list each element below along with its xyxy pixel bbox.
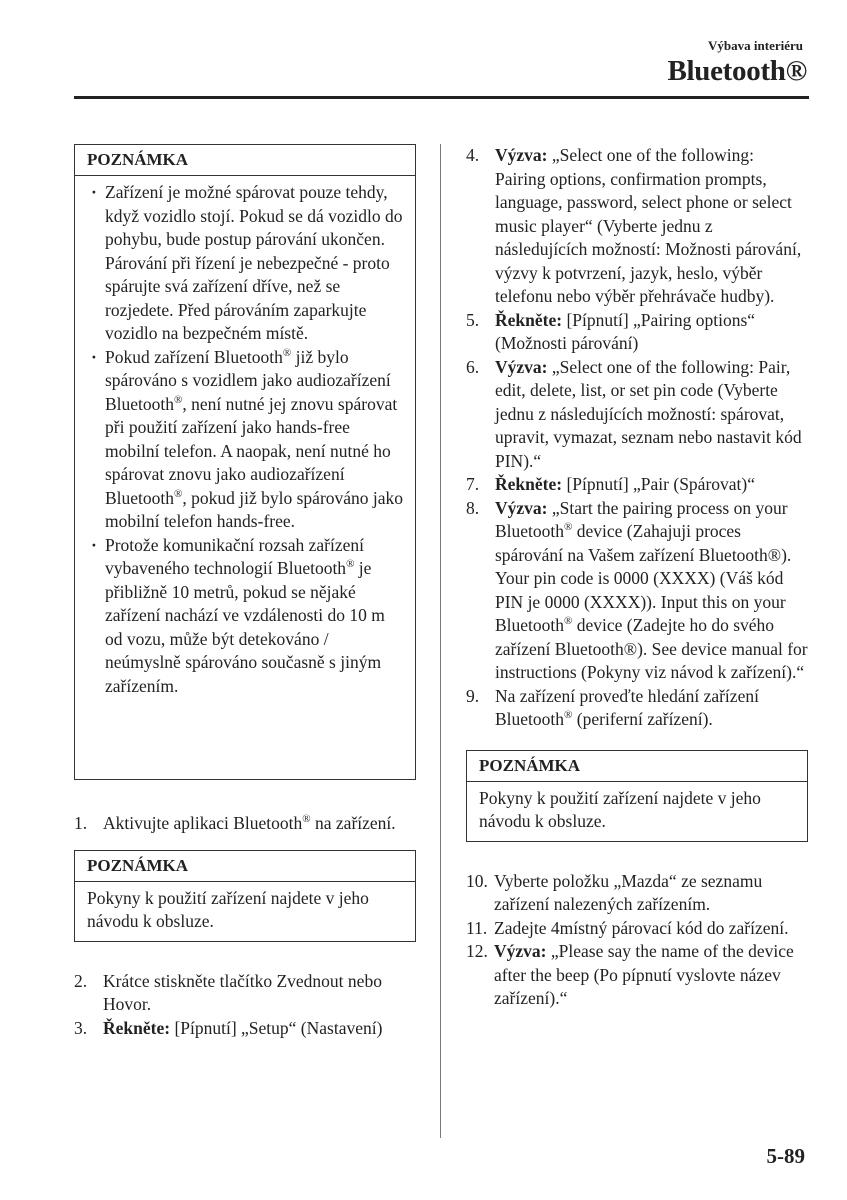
step-number: 10. xyxy=(466,870,488,891)
step-item xyxy=(466,356,808,474)
steps-list xyxy=(466,144,808,732)
note-body: Pokyny k použití zařízení najdete v jeho návodu k obsluze. xyxy=(87,887,369,931)
step-item xyxy=(466,497,808,685)
step-text: [Pípnutí] „Pair (Spárovat)“ xyxy=(562,474,755,494)
column-divider xyxy=(440,144,441,1138)
steps-list xyxy=(74,970,416,1041)
step-number: 11. xyxy=(466,917,488,938)
note-box-manual xyxy=(466,750,808,842)
step-keyword: Řekněte: xyxy=(495,474,563,494)
note-body xyxy=(75,176,415,705)
registered-mark: ® xyxy=(564,615,573,628)
note-body: Pokyny k použití zařízení najdete v jeho návodu k obsluze. xyxy=(479,787,761,831)
step-number: 1. xyxy=(74,813,88,833)
step-text: „Select one of the following: Pairing options, confirmation prompts, language, password, select phone or select music player“ (Vyberte jednu z následujících možností: Možnosti párování, výzvy k potvrzení, jazyk, heslo, výběr telefonu nebo výběr přehrávače hudby). xyxy=(495,145,802,306)
step-item xyxy=(466,870,808,917)
step-text: (periferní zařízení). xyxy=(572,709,713,729)
step-text: Krátce stiskněte tlačítko Zvednout nebo Hovor. xyxy=(103,970,382,1014)
bullet-text: , pokud již bylo spárováno jako mobilní telefon hands-free. xyxy=(105,487,404,531)
note-bullet xyxy=(87,346,405,534)
step-keyword: Výzva: xyxy=(495,497,548,518)
steps-list xyxy=(466,870,808,1011)
bullet-text: Protože komunikační rozsah zařízení vybaveného technologií Bluetooth xyxy=(105,534,364,578)
step-keyword: Výzva: xyxy=(495,356,548,377)
step-text: device (Zahajuji proces spárování na Vašem zařízení Bluetooth®). Your pin code is 0000 (XXXX) (Váš kód PIN je 0000 (XXXX)). Input this on your Bluetooth xyxy=(495,521,792,635)
step-text: „Start the pairing process on your Bluetooth xyxy=(495,497,788,541)
step-text: [Pípnutí] „Setup“ (Nastavení) xyxy=(170,1017,383,1038)
step-number: 5. xyxy=(466,309,480,330)
step-keyword: Výzva: xyxy=(495,145,548,165)
registered-mark: ® xyxy=(564,709,573,722)
step-item xyxy=(466,473,808,497)
bullet-text: je přibližně 10 metrů, pokud se nějaké zařízení nachází ve vzdálenosti do 10 m od vozu, může být detekováno / neúmyslně spárováno současně s jiným zařízením. xyxy=(105,558,385,696)
step-text: na zařízení. xyxy=(310,813,396,833)
registered-mark: ® xyxy=(302,813,311,826)
note-bullet-list xyxy=(87,181,405,698)
step-item xyxy=(74,1017,416,1041)
step-number: 7. xyxy=(466,474,480,494)
bullet-text: Pokud zařízení Bluetooth xyxy=(105,346,283,367)
step-number: 9. xyxy=(466,685,480,706)
note-bullet xyxy=(87,181,405,346)
step-text: „Please say the name of the device after the beep (Po pípnutí vyslovte název zařízení).“ xyxy=(494,941,794,1008)
step-text: Zadejte 4místný párovací kód do zařízení. xyxy=(494,917,789,938)
registered-mark: ® xyxy=(564,521,573,534)
left-column xyxy=(74,144,416,1040)
step-number: 12. xyxy=(466,941,488,961)
step-number: 4. xyxy=(466,145,480,165)
step-item xyxy=(74,812,416,836)
note-heading: POZNÁMKA xyxy=(75,851,415,882)
note-heading: POZNÁMKA xyxy=(75,145,415,176)
note-box-manual xyxy=(74,850,416,942)
note-heading: POZNÁMKA xyxy=(467,751,807,782)
step-number: 2. xyxy=(74,970,88,991)
step-item xyxy=(466,940,808,1011)
step-item xyxy=(466,685,808,732)
step-text: Na zařízení proveďte hledání zařízení Bluetooth xyxy=(495,685,759,729)
bullet-text: již bylo spárováno s vozidlem jako audiozařízení Bluetooth xyxy=(105,346,391,414)
registered-mark: ® xyxy=(346,558,355,571)
step-text: [Pípnutí] „Pairing options“ (Možnosti párování) xyxy=(495,309,756,353)
step-keyword: Výzva: xyxy=(494,941,547,961)
bullet-text: Zařízení je možné spárovat pouze tehdy, když vozidlo stojí. Pokud se dá vozidlo do pohybu, bude postup párování ukončen. Párování při řízení je nebezpečné - proto spárujte svá zařízení dříve, než se rozjedete. Před párováním zaparkujte vozidlo na bezpečném místě. xyxy=(105,182,403,343)
step-text: Aktivujte aplikaci Bluetooth xyxy=(103,813,303,833)
registered-mark: ® xyxy=(174,393,183,406)
right-column xyxy=(466,144,808,1011)
steps-list xyxy=(74,812,416,836)
step-keyword: Řekněte: xyxy=(495,309,563,330)
note-box-safety xyxy=(74,144,416,780)
step-number: 3. xyxy=(74,1017,88,1038)
header-rule xyxy=(74,96,809,99)
note-bullet xyxy=(87,534,405,699)
step-item xyxy=(466,917,808,941)
registered-mark: ® xyxy=(174,487,183,500)
section-label: Výbava interiéru xyxy=(708,38,803,53)
step-text: „Select one of the following: Pair, edit, delete, list, or set pin code (Vyberte jednu z následujících možností: spárovat, upravit, vymazat, seznam nebo nastavit kód PIN).“ xyxy=(495,356,802,471)
step-item xyxy=(466,309,808,356)
step-item xyxy=(466,144,808,309)
step-number: 8. xyxy=(466,497,480,518)
registered-mark: ® xyxy=(282,346,292,359)
step-text: device (Zadejte ho do svého zařízení Bluetooth®). See device manual for instructions (Pokyny viz návod k zařízení).“ xyxy=(495,615,808,682)
step-text: Vyberte položku „Mazda“ ze seznamu zařízení nalezených zařízením. xyxy=(494,870,763,914)
bullet-text: , není nutné jej znovu spárovat při použití zařízení jako hands-free mobilní telefon. A naopak, není nutné ho spárovat znovu jako audiozařízení Bluetooth xyxy=(105,393,398,508)
page-number: 5-89 xyxy=(766,1144,805,1168)
page-title: Bluetooth® xyxy=(667,55,807,87)
step-number: 6. xyxy=(466,356,480,377)
step-item xyxy=(74,970,416,1017)
step-keyword: Řekněte: xyxy=(103,1017,171,1038)
